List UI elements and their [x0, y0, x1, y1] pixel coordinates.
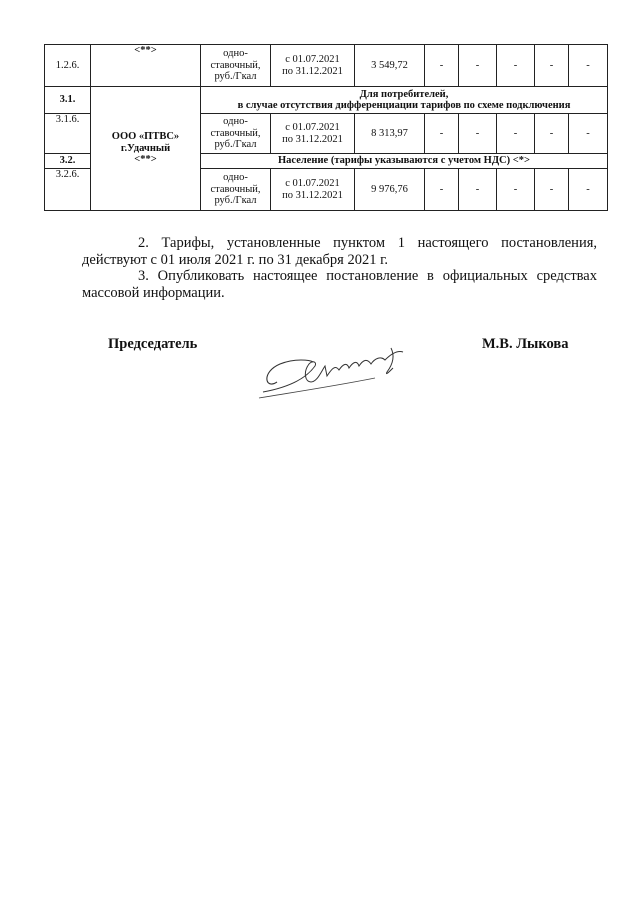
period-cell: [271, 45, 355, 87]
rate-type-line: ставочный,: [210, 127, 261, 139]
dash-cell: -: [459, 45, 497, 87]
dash-cell: -: [535, 45, 569, 87]
rate-type-cell: [201, 45, 271, 87]
row-number: 3.1.6.: [45, 114, 91, 154]
paragraph-2: [82, 235, 597, 269]
dash-cell: -: [425, 45, 459, 87]
row-number: 1.2.6.: [45, 45, 91, 87]
org-name: ООО «ПТВС»: [111, 131, 180, 143]
price-cell: 3 549,72: [355, 45, 425, 87]
tariff-table: [44, 44, 608, 211]
org-city: г.Удачный: [120, 142, 171, 154]
period-end: по 31.12.2021: [282, 189, 343, 201]
dash-cell: -: [497, 169, 535, 211]
rate-type-cell: [201, 169, 271, 211]
dash-cell: -: [425, 114, 459, 154]
price-cell: 9 976,76: [355, 169, 425, 211]
dash-cell: -: [569, 45, 608, 87]
dash-cell: -: [535, 114, 569, 154]
table-row-1-2-6: [45, 45, 608, 87]
rate-type-line: одно-: [223, 116, 248, 128]
dash-cell: -: [459, 169, 497, 211]
period-start: с 01.07.2021: [285, 178, 340, 189]
section-header-line: в случае отсутствия дифференциации тарифов по схеме подключения: [237, 100, 571, 111]
dash-cell: -: [535, 169, 569, 211]
rate-type-cell: [201, 114, 271, 154]
period-cell: [271, 114, 355, 154]
dash-cell: -: [497, 114, 535, 154]
dash-cell: -: [569, 114, 608, 154]
dash-cell: -: [425, 169, 459, 211]
org-cell: [91, 87, 201, 211]
period-start: с 01.07.2021: [285, 122, 340, 133]
rate-type-line: руб./Гкал: [214, 139, 257, 151]
period-start: с 01.07.2021: [285, 54, 340, 65]
org-note: <**>: [134, 154, 157, 166]
rate-type-line: одно-: [223, 172, 248, 184]
dash-cell: -: [459, 114, 497, 154]
org-note: <**>: [91, 45, 201, 87]
rate-type-line: ставочный,: [210, 59, 261, 71]
row-number: 3.2.: [45, 154, 91, 169]
section-header-line: Для потребителей,: [359, 88, 449, 100]
section-header: [201, 87, 608, 114]
table-row-3-1: [45, 87, 608, 114]
period-cell: [271, 169, 355, 211]
signatory-name: М.В. Лыкова: [482, 336, 569, 352]
row-number: 3.2.6.: [45, 169, 91, 211]
rate-type-line: руб./Гкал: [214, 195, 257, 207]
period-end: по 31.12.2021: [282, 133, 343, 145]
rate-type-line: ставочный,: [210, 183, 261, 195]
rate-type-line: руб./Гкал: [214, 71, 257, 83]
rate-type-line: одно-: [223, 48, 248, 60]
dash-cell: -: [569, 169, 608, 211]
period-end: по 31.12.2021: [282, 65, 343, 77]
handwritten-signature: [255, 342, 415, 400]
price-cell: 8 313,97: [355, 114, 425, 154]
section-header: Население (тарифы указываются с учетом НДС) <*>: [201, 154, 608, 169]
dash-cell: -: [497, 45, 535, 87]
paragraph-3-text: 3. Опубликовать настоящее постановление в официальных средствах массовой информации.: [82, 268, 597, 301]
paragraph-3: [82, 268, 597, 302]
paragraph-2-text: 2. Тарифы, установленные пунктом 1 настоящего постановления, действуют с 01 июля 2021 г. по 31 декабря 2021 г.: [82, 235, 597, 268]
row-number: 3.1.: [45, 87, 91, 114]
signatory-title: Председатель: [108, 336, 198, 352]
